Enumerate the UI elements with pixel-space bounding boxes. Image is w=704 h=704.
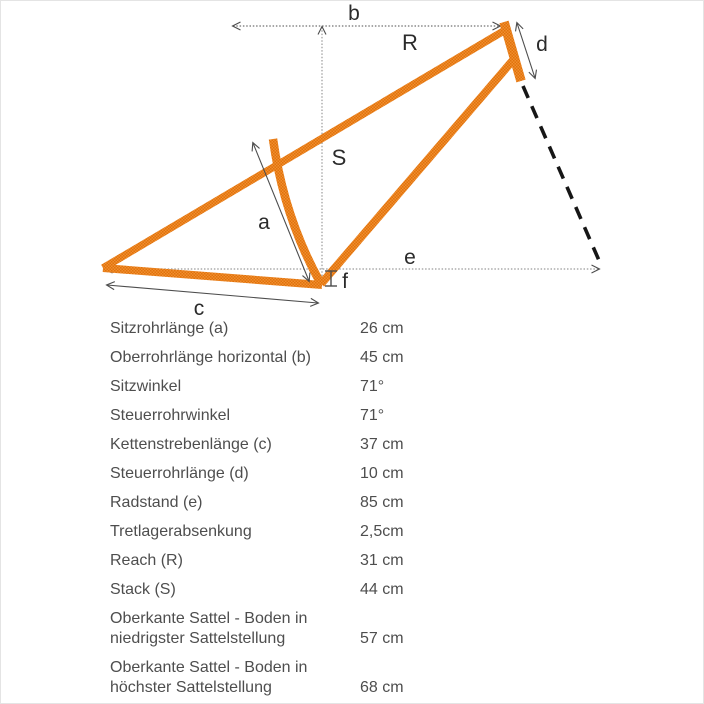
frame-geometry-diagram [0, 0, 704, 320]
spec-value: 45 cm [360, 349, 404, 366]
spec-label: Sitzrohrlänge (a) [110, 320, 229, 337]
spec-label: Oberkante Sattel - Boden in höchster Sattelstellung [110, 659, 308, 696]
geometry-table [110, 319, 600, 704]
fork-dashed-line [523, 86, 601, 265]
spec-value: 31 cm [360, 552, 404, 569]
spec-label: Sitzwinkel [110, 378, 182, 395]
spec-label: Stack (S) [110, 581, 176, 598]
spec-value: 85 cm [360, 494, 404, 511]
label-d: d [536, 33, 548, 56]
spec-label: Radstand (e) [110, 494, 203, 511]
spec-label: Reach (R) [110, 552, 183, 569]
table-row [110, 377, 600, 397]
label-b: b [348, 2, 360, 25]
table-row [110, 348, 600, 368]
seatstay-toptube [103, 29, 507, 268]
table-row [110, 522, 600, 542]
label-reach: R [402, 30, 418, 55]
down-tube [321, 59, 514, 284]
spec-value: 26 cm [360, 320, 404, 337]
spec-label: Oberkante Sattel - Boden in niedrigster Sattelstellung [110, 610, 308, 647]
spec-label: Oberrohrlänge horizontal (b) [110, 349, 311, 366]
dimension-c-line [107, 285, 318, 303]
table-row [110, 319, 600, 339]
spec-value: 71° [360, 407, 385, 424]
spec-label: Kettenstrebenlänge (c) [110, 436, 272, 453]
spec-value: 57 cm [360, 630, 404, 647]
table-row [110, 464, 600, 484]
table-row [110, 658, 600, 698]
spec-value: 37 cm [360, 436, 404, 453]
label-c: c [193, 297, 205, 320]
chainstay-tube [103, 268, 322, 285]
spec-value: 44 cm [360, 581, 404, 598]
spec-value: 10 cm [360, 465, 404, 482]
table-row [110, 435, 600, 455]
spec-value: 68 cm [360, 679, 404, 696]
spec-label: Steuerrohrlänge (d) [110, 465, 249, 482]
label-a: a [258, 211, 270, 234]
spec-label: Tretlagerabsenkung [110, 523, 252, 540]
table-row [110, 493, 600, 513]
spec-value: 2,5cm [360, 523, 404, 540]
table-row [110, 551, 600, 571]
spec-value: 71° [360, 378, 385, 395]
table-row [110, 580, 600, 600]
seat-tube [273, 139, 321, 284]
label-stack: S [331, 145, 347, 170]
table-row [110, 406, 600, 426]
table-row [110, 609, 600, 649]
label-f: f [342, 270, 348, 293]
spec-label: Steuerrohrwinkel [110, 407, 231, 424]
label-e: e [404, 246, 416, 269]
